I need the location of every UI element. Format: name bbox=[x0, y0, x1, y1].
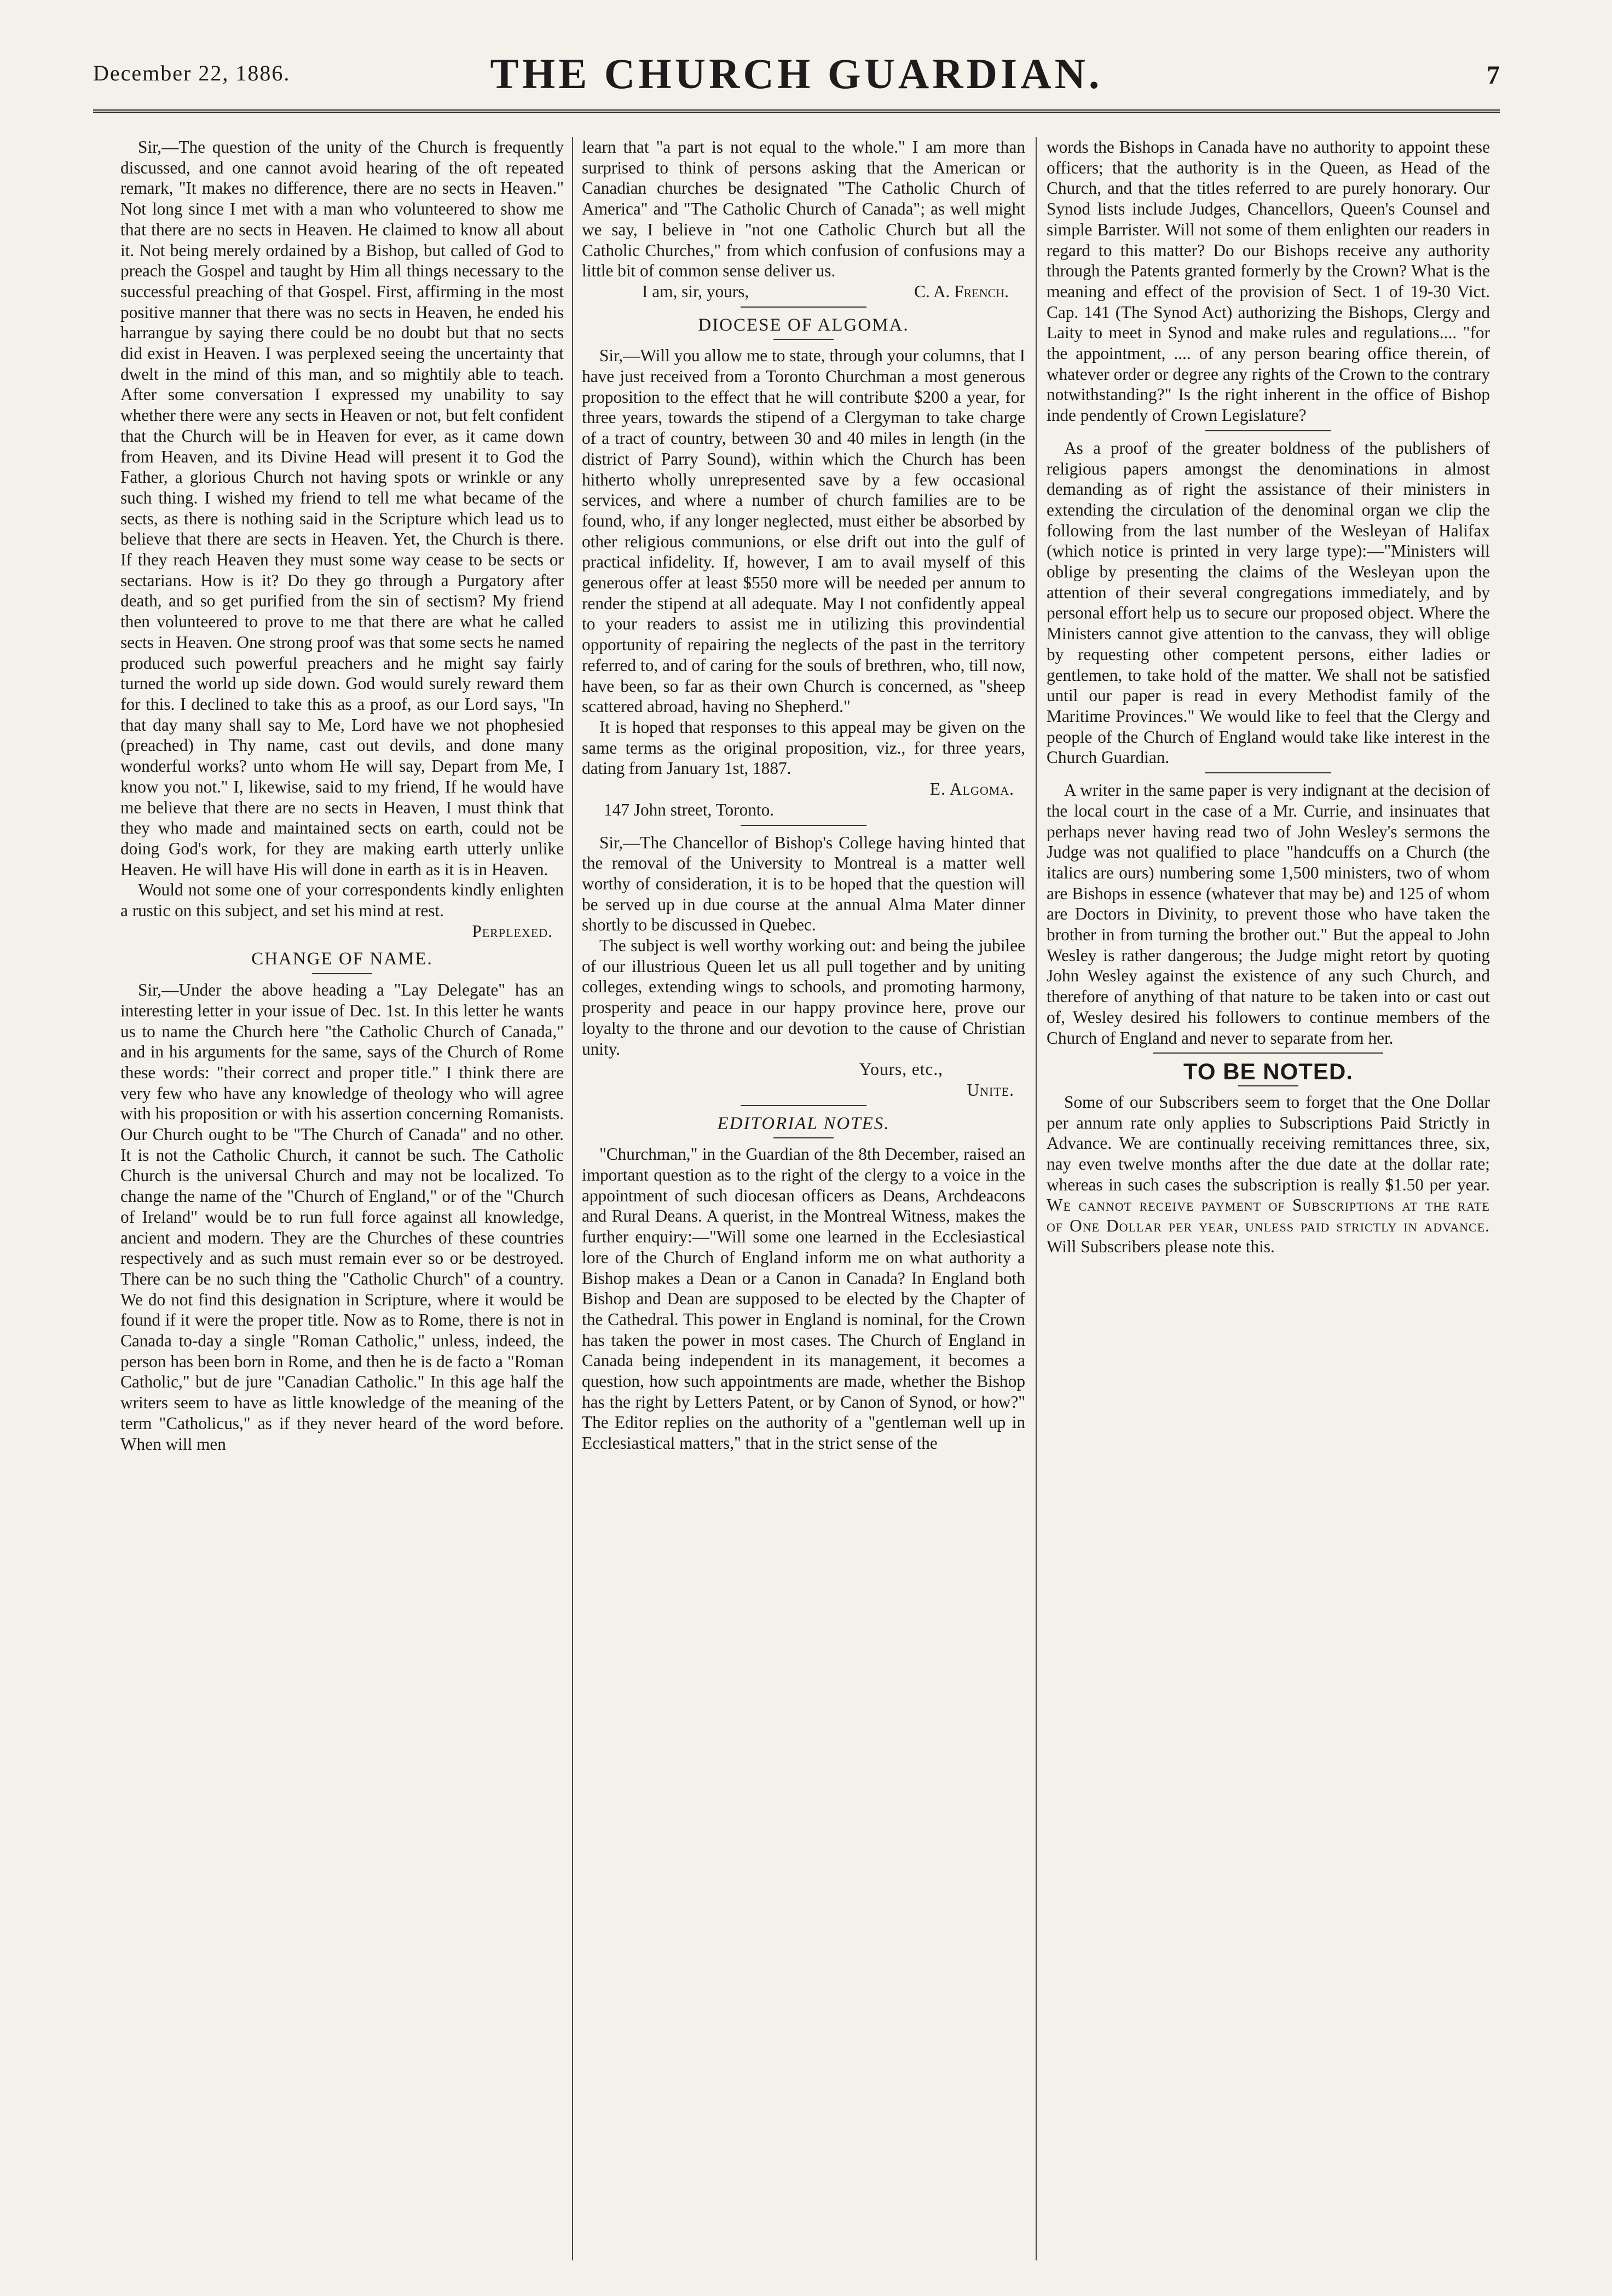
signature-name: C. A. French. bbox=[914, 281, 1009, 301]
letter-algoma-body: Sir,—Will you allow me to state, through your columns, that I have just received from a Toronto Churchman a most generous proposition to the effect that he will contribute $200 a year, for three years, towards the stipend of a Clergyman to take charge of a tract of country, between 30 and 40 miles in length (in the district of Parry Sound), within which the Church has been hitherto wholly unrepresented save by a few occasional services, and where a number of church families are to be found, who, if any longer neglected, must either be absorbed by other religious communions, or else drift out into the gulf of practical infidelity. If, however, I am to avail myself of this generous offer at least $550 more will be needed per annum to render the stipend at all adequate. May I not confidently appeal to your readers to assist me in utilizing this provindential opportunity of repairing the neglects of the past in the territory referred to, and of caring for the souls of brethren, who, till now, have been, so far as their own Church is concerned, as "sheep scattered abroad, having no Shepherd." bbox=[582, 346, 1025, 716]
newspaper-title: THE CHURCH GUARDIAN. bbox=[490, 50, 1103, 97]
notice-paragraph bbox=[1047, 1092, 1490, 1257]
editorial-note-2: As a proof of the greater boldness of the publishers of religious papers amongst the denominations in almost demanding as of right the assistance of their ministers in extending the circulation of the denominal organ we clip the following from the last number of the Wesleyan of Halifax (which notice is printed in very large type):—"Ministers will oblige by presenting the claims of the Wesleyan upon the attention of their several congregations immediately, and by personal effort help us to secure our proposed object. Where the Ministers cannot give attention to the canvass, they will oblige by requesting other competent persons, either ladies or gentlemen, to take hold of the matter. We shall not be satisfied until our paper is read in every Methodist family of the Maritime Provinces." We would like to feel that the Clergy and people of the Church of England would take like interest in the Church Guardian. bbox=[1047, 438, 1490, 767]
letter-unite-body-2: The subject is well worthy working out: and being the jubilee of our illustrious Queen let us all pull together and by uniting colleges, extending wings to schools, and promoting harmony, prosperity and peace in our happy province here, prove our loyalty to the throne and our devotion to the cause of Christian unity. bbox=[582, 936, 1025, 1059]
letter-change-body: Sir,—Under the above heading a "Lay Delegate" has an interesting letter in your issue of Dec. 1st. In this letter he wants us to name the Church here "the Catholic Church of Canada," and in his arguments for the same, says of the Church of Rome these words: "their correct and proper title." I think there are very few who have any knowledge of theology who will agree with his proposition or with his assertion concerning Romanists. Our Church ought to be "The Church of Canada" and no other. It is not the Catholic Church, it cannot be such. The Catholic Church is the universal Church and may not be localized. To change the name of the "Church of England," or of the "Church of Ireland" would be to run full force against all knowledge, ancient and modern. They are the Churches of these countries respectively and as such must remain ever so or be destroyed. There can be no such thing the "Catholic Church" of a country. We do not find this designation in Scripture, where it would be found if it were the proper title. Now as to Rome, there is not in Canada to-day a single "Roman Catholic," unless, indeed, the person has been born in Rome, and then he is de facto a "Roman Catholic," but de jure "Canadian Catholic." In this age half the writers seem to have as little knowledge of the meaning of the term "Catholicus," as if they never heard of the word before. When will men bbox=[120, 980, 564, 1454]
column-1 bbox=[120, 137, 564, 2260]
notice-closing: Will Subscribers please note this. bbox=[1047, 1236, 1275, 1256]
page-number: 7 bbox=[1487, 61, 1500, 90]
signature-algoma: E. Algoma. bbox=[929, 779, 1014, 799]
signature-unite-salutation: Yours, etc., bbox=[859, 1060, 943, 1079]
heading-editorial-notes: EDITORIAL NOTES. bbox=[717, 1113, 890, 1133]
section-rule bbox=[1153, 1052, 1383, 1054]
editorial-note-1: "Churchman," in the Guardian of the 8th December, raised an important question as to the right of the clergy to a voice in the appointment of such diocesan officers as Deans, Archdeacons and Rural Deans. A querist, in the Montreal Witness, makes the further enquiry:—"Will some one learned in the Ecclesiastical lore of the Church of England inform me on what authority a Bishop makes a Dean or a Canon in Canada? In England both Bishop and Dean are supposed to be elected by the Chapter of the Cathedral. This power in England is nominal, for the Crown has taken the power in most cases. The Church of England in Canada being independent in its management, it becomes a question, how such appointments are made, whether the Bishop has the right by Letters Patent, or by Canon of Synod, or how?" The Editor replies on the authority of a "gentleman well up in Ecclesiastical matters," that in the strict sense of the bbox=[582, 1144, 1025, 1453]
column-2 bbox=[582, 137, 1025, 2260]
heading-change-of-name: CHANGE OF NAME. bbox=[251, 949, 433, 969]
heading-rule bbox=[773, 339, 834, 340]
masthead bbox=[93, 44, 1500, 113]
heading-to-be-noted: TO BE NOTED. bbox=[1183, 1059, 1353, 1085]
address-algoma: 147 John street, Toronto. bbox=[604, 800, 775, 819]
signature-french bbox=[582, 281, 1025, 302]
section-rule bbox=[741, 1105, 866, 1106]
signature-salutation: I am, sir, yours, bbox=[642, 281, 749, 301]
editorial-note-3: A writer in the same paper is very indignant at the decision of the local court in the case of a Mr. Currie, and insinuates that perhaps never having read two of John Wesley's sermons the Judge was not qualified to place "handcuffs on a Church (the italics are ours) numbering some 1,500 ministers, two of whom are Bishops in essence (whatever that may be) and 125 of whom are Doctors in Divinity, to prevent those who have taken the brother in from turning the brother out." But the appeal to John Wesley is rather dangerous; the Judge might retort by quoting John Wesley against the existence of any such Church, and therefore of anything of that nature to be taken into or cast out of, Wesley desired his followers to continue members of the Church of England and never to separate from her. bbox=[1047, 780, 1490, 1048]
heading-diocese-of-algoma: DIOCESE OF ALGOMA. bbox=[698, 315, 909, 335]
column-rule bbox=[1036, 137, 1037, 2260]
notice-emphasis: We cannot receive payment of Subscriptions at the rate of One Dollar per year, unless paid strictly in advance. bbox=[1047, 1195, 1490, 1236]
section-rule bbox=[741, 306, 866, 308]
column-rule bbox=[572, 137, 573, 2260]
letter-change-continued: learn that "a part is not equal to the whole." I am more than surprised to think of persons asking that the American or Canadian churches be designated "The Catholic Church of America" and "The Catholic Church of Canada"; as well might we say, I believe in "not one Catholic Church but all the Catholic Churches," from which confusion of confusions may a little bit of common sense deliver us. bbox=[582, 137, 1025, 281]
section-rule bbox=[1205, 430, 1331, 431]
heading-rule bbox=[1238, 1085, 1298, 1086]
heading-rule bbox=[773, 1137, 834, 1138]
column-3 bbox=[1047, 137, 1490, 2260]
signature-unite: Unite. bbox=[967, 1080, 1014, 1100]
letter-perplexed-body: Sir,—The question of the unity of the Church is frequently discussed, and one cannot avoid hearing of the oft repeated remark, "It makes no difference, there are no sects in Heaven." Not long since I met with a man who volunteered to show me that there are no sects in Heaven. He claimed to know all about it. Not being merely ordained by a Bishop, but called of God to preach the Gospel and taught by Him all things necessary to the successful preaching of that Gospel. First, affirming in the most positive manner that there was no sects in Heaven, he ended his harrangue by saying there could be no doubt but that no sects did exist in Heaven. I was perplexed seeing the uncertainty that dwelt in the mind of this man, and so mightily able to teach. After some conversation I expressed my unability to say whether there were any sects in Heaven or not, but felt confident that the Church will be in Heaven for ever, as it came down from Heaven, and its Divine Head will present it to God the Father, a glorious Church not having spots or wrinkle or any such thing. I wished my friend to tell me what became of the sects, as there is nothing said in the Scripture which lead us to believe that there are sects in Heaven. Yet, the Church is there. If they reach Heaven they must some way cease to be sects or sectarians. How is it? Do they go through a Purgatory after death, and so get purified from the sin of sectism? My friend then volunteered to prove to me that there are what he called sects in Heaven. One strong proof was that some sects he named produced such powerful preachers and he might say fairly turned the world up side down. God would surely reward them for this. I declined to take this as a proof, as our Lord says, "In that day many shall say to Me, Lord have we not phophesied (preached) in Thy name, cast out devils, and done many wonderful works? unto whom He will say, Depart from Me, I know you not." I, likewise, said to my friend, If he would have me believe that there are no sects in Heaven, I must think that they who made and maintained sects on earth, could not be doing God's work, for they are making earth utterly unlike Heaven. He will have His will done in earth as it is in Heaven. bbox=[120, 137, 564, 879]
letter-perplexed-close: Would not some one of your correspondents kindly enlighten a rustic on this subject, and set his mind at rest. bbox=[120, 880, 564, 921]
section-rule bbox=[1205, 772, 1331, 773]
letter-unite-body: Sir,—The Chancellor of Bishop's College having hinted that the removal of the University to Montreal is a matter well worthy of consideration, it is to be hoped that the question will be served up in due course at the annual Alma Mater dinner shortly to be discussed in Quebec. bbox=[582, 832, 1025, 935]
heading-rule bbox=[312, 973, 372, 974]
editorial-note-1-continued: words the Bishops in Canada have no authority to appoint these officers; that the authority is in the Queen, as Head of the Church, and that the titles referred to are purely honorary. Our Synod lists include Judges, Chancellors, Queen's Counsel and simple Barrister. Will not some of them enlighten our readers in regard to this matter? Do our Bishops receive any authority through the Patents granted formerly by the Crown? What is the meaning and effect of the provision of Sect. 1 of 19-30 Vict. Cap. 141 (The Synod Act) authorizing the Bishops, Clergy and Laity to meet in Synod and make rules and regulations.... "for the appointment, .... of any person bearing office therein, of whatever order or degree any rights of the Crown to the contrary notwithstanding?" Is the right inherent in the office of Bishop inde pendently of Crown Legislature? bbox=[1047, 137, 1490, 425]
issue-date: December 22, 1886. bbox=[93, 61, 291, 85]
signature-perplexed: Perplexed. bbox=[472, 921, 553, 941]
notice-text: Some of our Subscribers seem to forget that the One Dollar per annum rate only applies to Subscriptions Paid Strictly in Advance. We are continually receiving remittances three, six, nay even twelve months after the due date at the dollar rate; whereas in such cases the subscription is really $1.50 per year. bbox=[1047, 1092, 1490, 1194]
section-rule bbox=[741, 825, 866, 826]
letter-algoma-appeal: It is hoped that responses to this appeal may be given on the same terms as the original proposition, viz., for three years, dating from January 1st, 1887. bbox=[582, 717, 1025, 778]
